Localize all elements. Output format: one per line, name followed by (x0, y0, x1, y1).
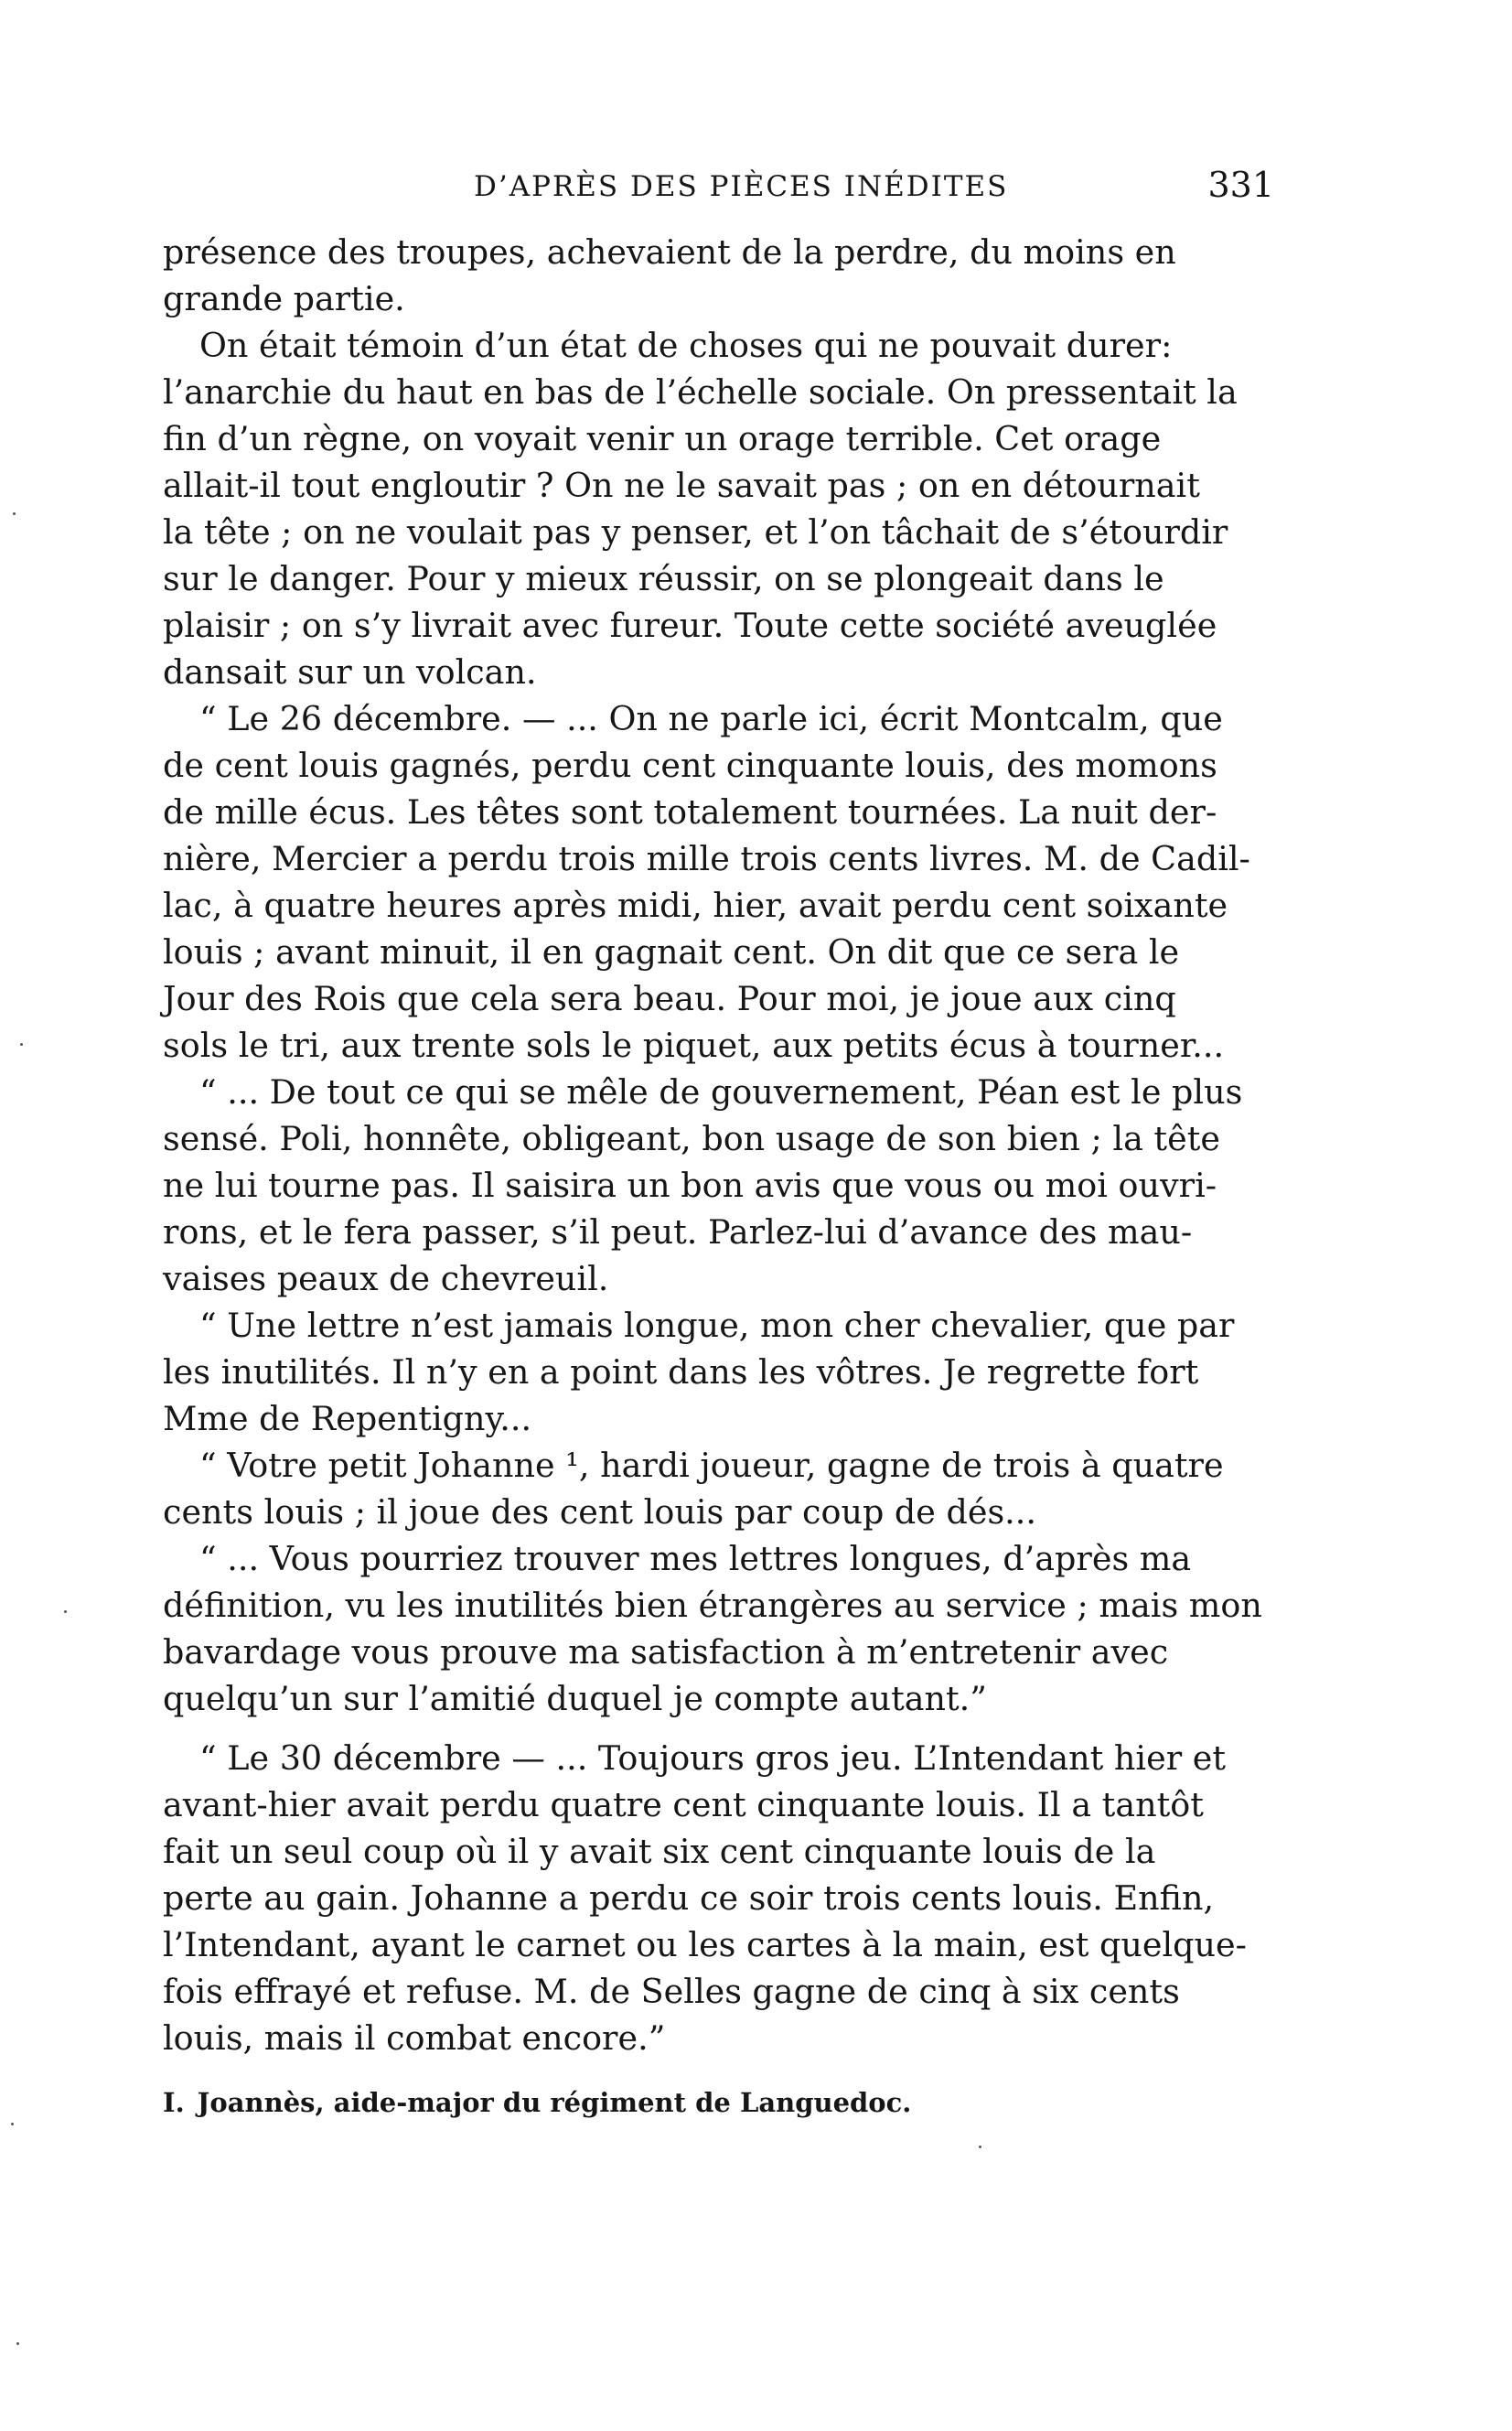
paragraph-8: “ Le 30 décembre — ... Toujours gros jeu. L’Intendant hier et avant-hier avait perdu quatre cent cinquante louis. Il a tantôt fait un seul coup où il y avait six cent cinquante louis de la perte au gain. Johanne a perdu ce soir trois cents louis. Enfin, l’Intendant, ayant le carnet ou les cartes à la main, est quelque- fois effrayé et refuse. M. de Selles gagne de cinq à six cents louis, mais il combat encore.” (163, 1738, 1247, 2058)
paragraph-5: “ Une lettre n’est jamais longue, mon cher chevalier, que par les inutilités. Il n’y en a point dans les vôtres. Je regrette fort Mme de Repentigny... (163, 1306, 1235, 1438)
paragraph-4: “ ... De tout ce qui se mêle de gouvernement, Péan est le plus sensé. Poli, honnête, obligeant, bon usage de son bien ; la tête ne lui tourne pas. Il saisira un bon avis que vous ou moi ouvri- rons, et le fera passer, s’il peut. Parlez-lui d’avance des mau- vaises peaux de chevreuil. (163, 1072, 1243, 1298)
paragraph-3: “ Le 26 décembre. — ... On ne parle ici, écrit Montcalm, que de cent louis gagnés, perdu cent cinquante louis, des momons de mille écus. Les têtes sont totalement tournées. La nuit der- nière, Mercier a perdu trois mille trois cents livres. M. de Cadil- lac, à quatre heures après midi, hier, avait perdu cent soixante louis ; avant minuit, il en gagnait cent. On dit que ce sera le Jour des Rois que cela sera beau. Pour moi, je joue aux cinq sols le tri, aux trente sols le piquet, aux petits écus à tourner... (163, 699, 1250, 1065)
scan-speck (16, 2342, 19, 2345)
footnote-mark: I. (163, 2087, 185, 2118)
running-head (163, 165, 1274, 210)
scan-speck (979, 2146, 981, 2148)
running-title: D’APRÈS DES PIÈCES INÉDITES (474, 170, 1009, 203)
paragraph-1: présence des troupes, achevaient de la perdre, du moins en grande partie. (163, 232, 1176, 318)
paragraph-6: “ Votre petit Johanne ¹, hardi joueur, gagne de trois à quatre cents louis ; il joue des cent louis par coup de dés... (163, 1446, 1224, 1532)
footnote-text: Joannès, aide-major du régiment de Languedoc. (197, 2087, 912, 2118)
body-text (163, 229, 1274, 2061)
scan-speck (64, 1610, 67, 1613)
paragraph-gap (163, 1722, 1274, 1735)
scan-speck (20, 1043, 23, 1046)
paragraph-7: “ ... Vous pourriez trouver mes lettres longues, d’après ma définition, vu les inutilités bien étrangères au service ; mais mon bavardage vous prouve ma satisfaction à m’entretenir avec quelqu’un sur l’amitié duquel je compte autant.” (163, 1539, 1262, 1718)
page-number: 331 (1207, 165, 1274, 205)
footnote (163, 2084, 1274, 2121)
scan-speck (11, 2123, 14, 2125)
paragraph-2: On était témoin d’un état de choses qui ne pouvait durer: l’anarchie du haut en bas de l’échelle sociale. On pressentait la fin d’un règne, on voyait venir un orage terrible. Cet orage allait-il tout engloutir ? On ne le savait pas ; on en détournait la tête ; on ne voulait pas y penser, et l’on tâchait de s’étourdir sur le danger. Pour y mieux réussir, on se plongeait dans le plaisir ; on s’y livrait avec fureur. Toute cette société aveuglée dansait sur un volcan. (163, 326, 1238, 692)
scan-speck (13, 512, 16, 515)
